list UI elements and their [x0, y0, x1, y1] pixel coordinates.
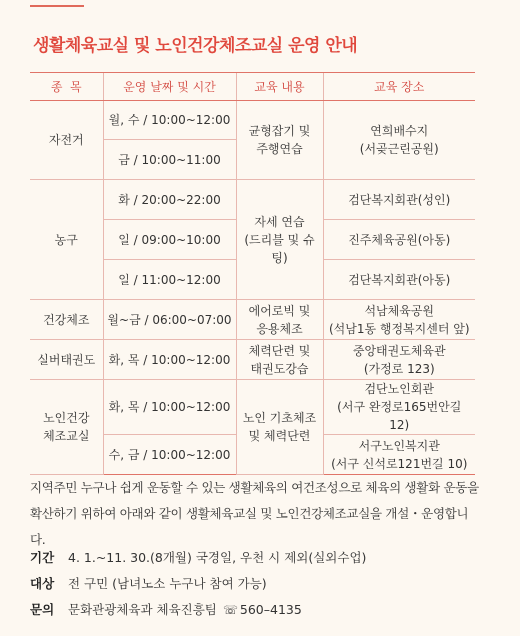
period-row — [30, 548, 366, 566]
header-schedule: 운영 날짜 및 시간 — [103, 73, 236, 101]
time-cell: 수, 금 / 10:00~12:00 — [103, 435, 236, 475]
time-cell: 월, 수 / 10:00~12:00 — [103, 101, 236, 140]
content-cell: 자세 연습 (드리블 및 슈팅) — [236, 180, 323, 300]
target-value: 전 구민 (남녀노소 누구나 참여 가능) — [68, 576, 267, 591]
content-cell: 균형잡기 및 주행연습 — [236, 101, 323, 180]
table-row — [30, 180, 475, 220]
inquiry-row — [30, 600, 302, 618]
place-cell: 검단복지회관(아동) — [323, 260, 475, 300]
time-cell: 화, 목 / 10:00~12:00 — [103, 380, 236, 435]
header-category: 종 목 — [30, 73, 103, 101]
category-cell: 노인건강 체조교실 — [30, 380, 103, 475]
phone-number: 560–4135 — [239, 602, 302, 617]
time-cell: 일 / 09:00~10:00 — [103, 220, 236, 260]
category-cell: 실버태권도 — [30, 340, 103, 380]
place-cell: 검단복지회관(성인) — [323, 180, 475, 220]
content-cell: 에어로빅 및 응용체조 — [236, 300, 323, 340]
place-cell: 검단노인회관 (서구 완정로165번안길 12) — [323, 380, 475, 435]
time-cell: 금 / 10:00~11:00 — [103, 140, 236, 180]
time-cell: 월~금 / 06:00~07:00 — [103, 300, 236, 340]
table-header-row — [30, 73, 475, 101]
time-cell: 화, 목 / 10:00~12:00 — [103, 340, 236, 380]
place-cell: 연희배수지 (서곶근린공원) — [323, 101, 475, 180]
category-cell: 자전거 — [30, 101, 103, 180]
table-row — [30, 340, 475, 380]
header-content: 교육 내용 — [236, 73, 323, 101]
schedule-table — [30, 72, 475, 475]
table-row — [30, 380, 475, 435]
content-cell: 체력단련 및 태권도강습 — [236, 340, 323, 380]
place-cell: 진주체육공원(아동) — [323, 220, 475, 260]
place-cell: 중앙태권도체육관 (가정로 123) — [323, 340, 475, 380]
table-row — [30, 300, 475, 340]
target-label: 대상 — [30, 576, 55, 591]
inquiry-value: 문화관광체육과 체육진흥팀 — [68, 602, 217, 617]
period-label: 기간 — [30, 550, 55, 565]
place-cell: 석남체육공원 (석남1동 행정복지센터 앞) — [323, 300, 475, 340]
top-accent-rule — [30, 5, 84, 7]
phone-icon: ☏ — [222, 603, 238, 617]
period-value: 4. 1.~11. 30.(8개월) 국경일, 우천 시 제외(실외수업) — [68, 550, 367, 565]
page-title: 생활체육교실 및 노인건강체조교실 운영 안내 — [33, 36, 358, 56]
category-cell: 건강체조 — [30, 300, 103, 340]
content-cell: 노인 기초체조 및 체력단련 — [236, 380, 323, 475]
description-paragraph: 지역주민 누구나 쉽게 운동할 수 있는 생활체육의 여건조성으로 체육의 생활화 운동을 확산하기 위하여 아래와 같이 생활체육교실 및 노인건강체조교실을 개설・운영합니다. — [30, 480, 479, 547]
time-cell: 화 / 20:00~22:00 — [103, 180, 236, 220]
inquiry-label: 문의 — [30, 602, 55, 617]
table-row — [30, 101, 475, 140]
category-cell: 농구 — [30, 180, 103, 300]
header-place: 교육 장소 — [323, 73, 475, 101]
target-row — [30, 574, 267, 592]
time-cell: 일 / 11:00~12:00 — [103, 260, 236, 300]
place-cell: 서구노인복지관 (서구 신석로121번길 10) — [323, 435, 475, 475]
